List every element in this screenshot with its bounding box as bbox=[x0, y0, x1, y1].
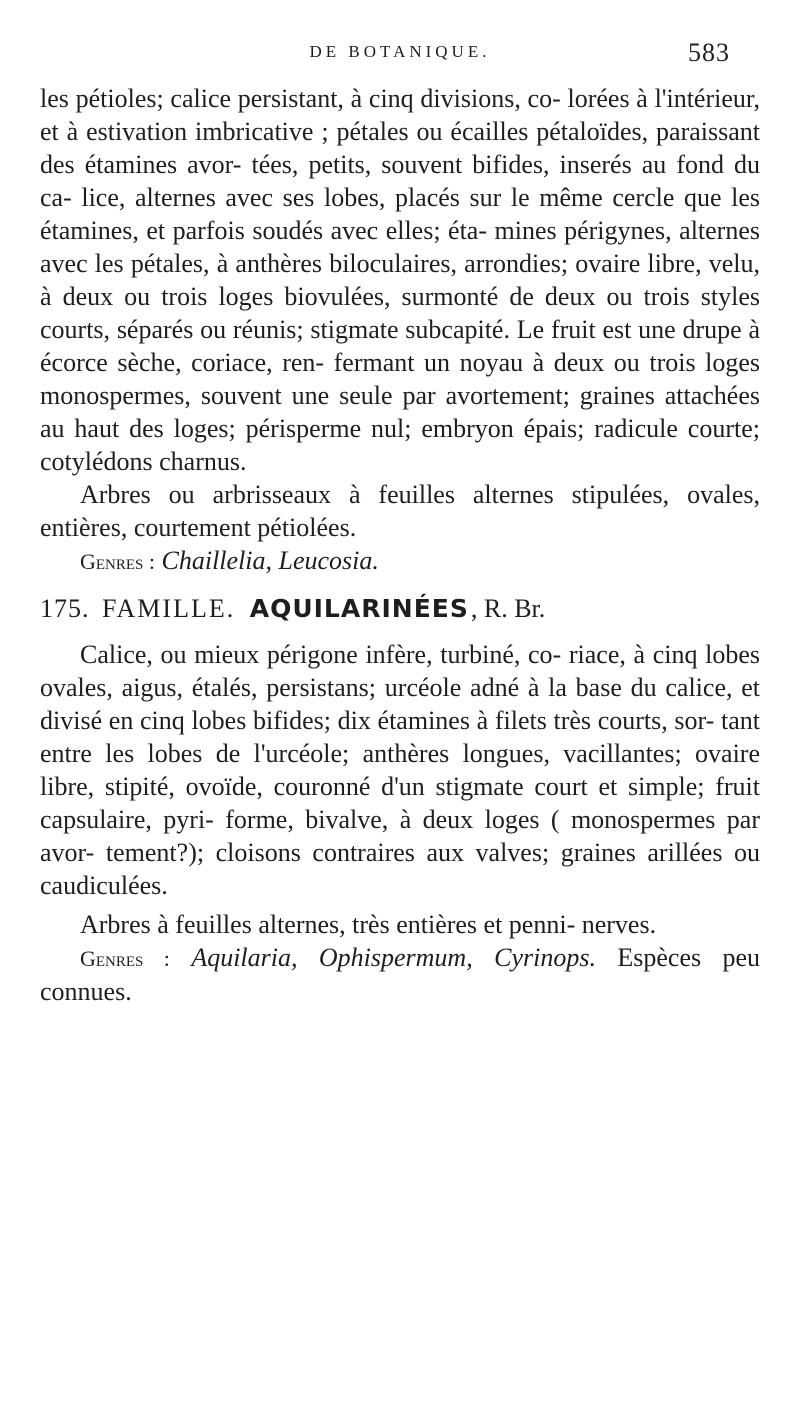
description-text: Calice, ou mieux périgone infère, turbiné, co- riace, à cinq lobes ovales, aigus, étalés, persistans; urcéole adné à la base du calice, et divisé en cinq lobes bifides; dix étamines à filets très courts, sor- tant entre les lobes de l'urcéole; anthères longues, vacillantes; ovaire libre, stipité, ovoïde, couronné d'un stigmate court et simple; fruit capsulaire, pyri- forme, bivalve, à deux loges ( monospermes par avor- tement?); cloisons contraires aux valves; graines arillées ou caudiculées. bbox=[40, 640, 761, 900]
species-note: Espèces peu connues. bbox=[40, 943, 761, 1006]
section-continued-description bbox=[40, 82, 760, 578]
family-name: AQUILARINÉES bbox=[249, 594, 469, 623]
running-title: DE BOTANIQUE. bbox=[309, 42, 491, 61]
description-text: les pétioles; calice persistant, à cinq divisions, co- lorées à l'intérieur, et à estivation imbricative ; pétales ou écailles pétaloïdes, paraissant des étamines avor- tées, petits, souvent bifides, inserés au fond du ca- lice, alternes avec ses lobes, placés sur le même cercle que les étamines, et parfois soudés avec elles; éta- mines périgynes, alternes avec les pétales, à anthères biloculaires, arrondies; ovaire libre, velu, à deux ou trois loges biovulées, surmonté de deux ou trois styles courts, séparés ou réunis; stigmate subcapité. Le fruit est une drupe à écorce sèche, coriace, ren- fermant un noyau à deux ou trois loges monospermes, souvent une seule par avortement; graines attachées au haut des loges; périsperme nul; embryon épais; radicule courte; cotylédons charnus. bbox=[40, 84, 761, 476]
genres-list: Aquilaria, Ophispermum, Cyrinops. bbox=[191, 943, 596, 972]
family-authority: , R. Br. bbox=[470, 594, 546, 623]
genres-line bbox=[40, 941, 760, 1008]
family-label: FAMILLE. bbox=[102, 594, 236, 623]
habit-text: Arbres à feuilles alternes, très entières et penni- nerves. bbox=[80, 910, 657, 939]
genres-list: Chaillelia, Leucosia. bbox=[161, 546, 379, 575]
family-heading bbox=[40, 592, 760, 626]
genres-label: Genres : bbox=[80, 549, 156, 574]
page-number: 583 bbox=[688, 38, 730, 67]
habit-text: Arbres ou arbrisseaux à feuilles alternes stipulées, ovales, entières, courtement pétiolées. bbox=[40, 480, 761, 542]
genres-line bbox=[40, 544, 760, 578]
genres-label: Genres : bbox=[80, 946, 170, 971]
running-head bbox=[40, 38, 760, 82]
family-number: 175. bbox=[40, 594, 90, 623]
section-family-description bbox=[40, 638, 760, 1008]
